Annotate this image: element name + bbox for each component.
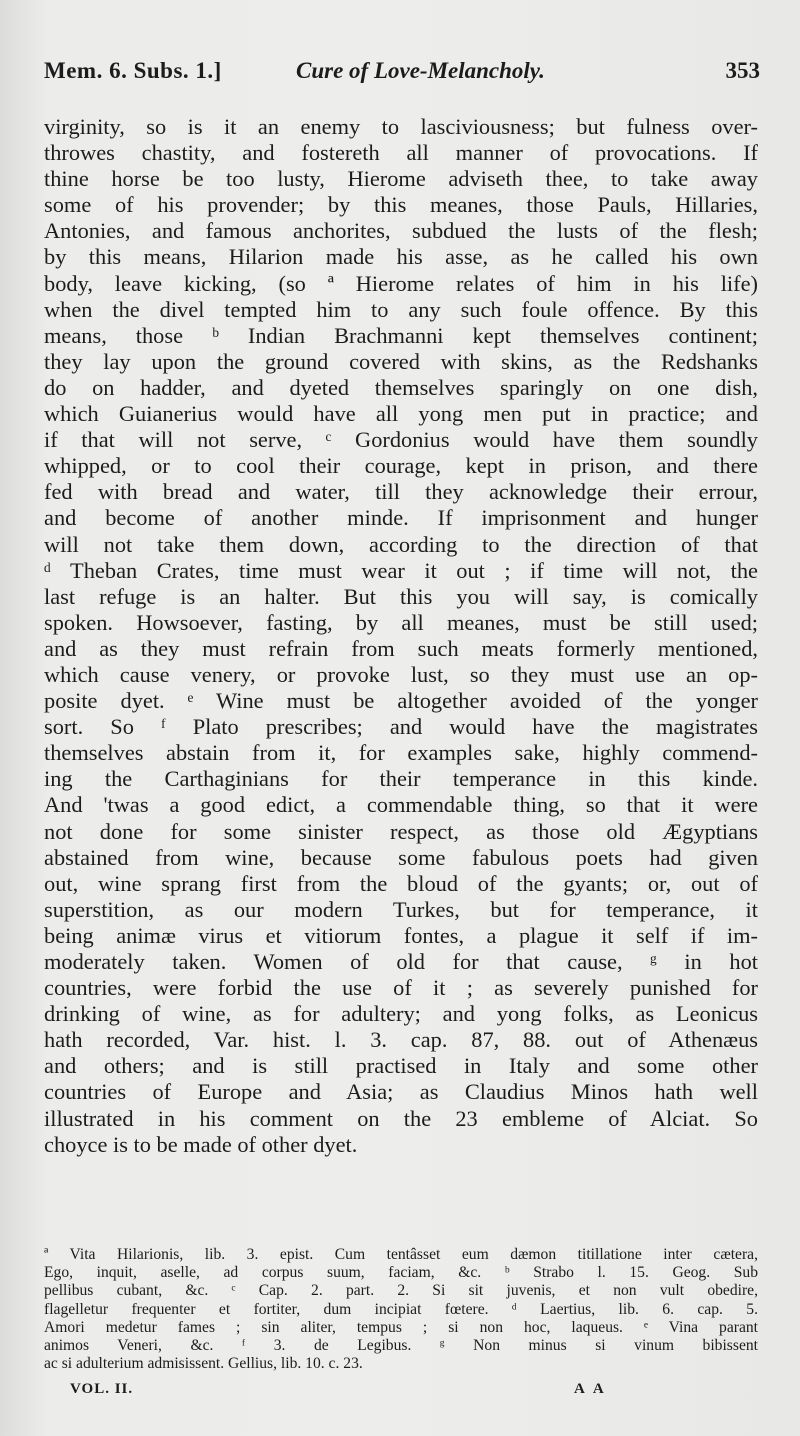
body-line: they lay upon the ground covered with skins, as the Redshanks	[44, 348, 758, 374]
body-line: do on hadder, and dyeted themselves sparingly on one dish,	[44, 374, 758, 400]
body-line: body, leave kicking, (so ª Hierome relates of him in his life)	[44, 270, 758, 296]
footnotes	[44, 1246, 758, 1373]
body-line: will not take them down, according to the direction of that	[44, 531, 758, 557]
footnote-line: pellibus cubant, &c. ᶜ Cap. 2. part. 2. Si sit juvenis, et non vult obedire,	[44, 1282, 758, 1300]
body-line: spoken. Howsoever, fasting, by all meanes, must be still used;	[44, 609, 758, 635]
body-line: and as they must refrain from such meats formerly mentioned,	[44, 635, 758, 661]
footnote-line: flagelletur frequenter et fortiter, dum incipiat fœtere. ᵈ Laertius, lib. 6. cap. 5.	[44, 1300, 758, 1318]
body-line: hath recorded, Var. hist. l. 3. cap. 87, 88. out of Athenæus	[44, 1027, 758, 1053]
body-line: and become of another minde. If imprisonment and hunger	[44, 505, 758, 531]
body-line: drinking of wine, as for adultery; and yong folks, as Leonicus	[44, 1001, 758, 1027]
body-line: which Guianerius would have all yong men put in practice; and	[44, 401, 758, 427]
body-line: choyce is to be made of other dyet.	[44, 1131, 358, 1157]
body-line: means, those ᵇ Indian Brachmanni kept themselves continent;	[44, 322, 758, 348]
body-line: last refuge is an halter. But this you will say, is comically	[44, 583, 758, 609]
body-line: by this means, Hilarion made his asse, as he called his own	[44, 244, 758, 270]
body-line: And 'twas a good edict, a commendable thing, so that it were	[44, 792, 758, 818]
page-running-title: Cure of Love-Melancholy.	[296, 58, 545, 83]
body-line: throwes chastity, and fostereth all manner of provocations. If	[44, 140, 758, 166]
footnote-line: ª Vita Hilarionis, lib. 3. epist. Cum tentâsset eum dæmon titillatione inter cætera,	[44, 1246, 758, 1263]
body-line: and others; and is still practised in Italy and some other	[44, 1053, 758, 1079]
body-line: when the divel tempted him to any such foule offence. By this	[44, 296, 758, 322]
body-line: illustrated in his comment on the 23 embleme of Alciat. So	[44, 1105, 758, 1131]
body-line: Antonies, and famous anchorites, subdued the lusts of the flesh;	[44, 218, 758, 244]
running-head	[44, 58, 760, 92]
body-line: posite dyet. ᵉ Wine must be altogether avoided of the yonger	[44, 688, 758, 714]
section-reference: Mem. 6. Subs. 1.]	[44, 58, 222, 83]
footnote-line: Ego, inquit, aselle, ad corpus suum, faciam, &c. ᵇ Strabo l. 15. Geog. Sub	[44, 1264, 758, 1282]
body-line: abstained from wine, because some fabulous poets had given	[44, 844, 758, 870]
body-line: if that will not serve, ᶜ Gordonius would have them soundly	[44, 427, 758, 453]
body-line: ing the Carthaginians for their temperance in this kinde.	[44, 766, 758, 792]
body-line: being animæ virus et vitiorum fontes, a plague it self if im-	[44, 922, 758, 948]
page-number: 353	[725, 58, 760, 83]
body-line: countries of Europe and Asia; as Claudius Minos hath well	[44, 1079, 758, 1105]
body-line: not done for some sinister respect, as those old Ægyptians	[44, 818, 758, 844]
body-line: sort. So ᶠ Plato prescribes; and would have the magistrates	[44, 714, 758, 740]
body-line: fed with bread and water, till they acknowledge their errour,	[44, 479, 758, 505]
catchword: A A	[574, 1381, 607, 1397]
body-line: thine horse be too lusty, Hierome adviseth thee, to take away	[44, 166, 758, 192]
footnote-line: animos Veneri, &c. ᶠ 3. de Legibus. ᵍ Non minus si vinum bibissent	[44, 1336, 758, 1354]
body-line: out, wine sprang first from the bloud of the gyants; or, out of	[44, 870, 758, 896]
signature-mark: VOL. II.	[70, 1381, 134, 1397]
body-line: ᵈ Theban Crates, time must wear it out ; if time will not, the	[44, 557, 758, 583]
body-text	[44, 114, 758, 1158]
body-line: some of his provender; by this meanes, those Pauls, Hillaries,	[44, 192, 758, 218]
body-line: moderately taken. Women of old for that cause, ᵍ in hot	[44, 949, 758, 974]
footnote-line: Amori medetur fames ; sin aliter, tempus ; si non hoc, laqueus. ᵉ Vina parant	[44, 1318, 758, 1336]
body-line: whipped, or to cool their courage, kept in prison, and there	[44, 453, 758, 479]
body-line: superstition, as our modern Turkes, but for temperance, it	[44, 896, 758, 922]
body-line: virginity, so is it an enemy to lasciviousness; but fulness over-	[44, 114, 758, 139]
body-line: themselves abstain from it, for examples sake, highly commend-	[44, 740, 758, 766]
body-line: which cause venery, or provoke lust, so they must use an op-	[44, 661, 758, 687]
body-line: countries, were forbid the use of it ; as severely punished for	[44, 975, 758, 1001]
footnote-line: ac si adulterium admisissent. Gellius, lib. 10. c. 23.	[44, 1355, 363, 1373]
